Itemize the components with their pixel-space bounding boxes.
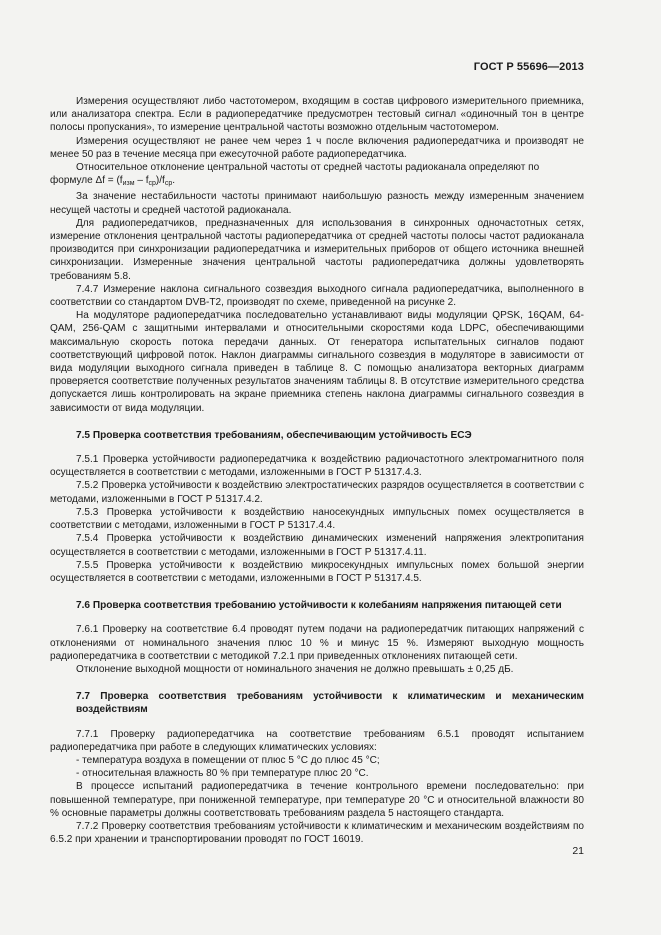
formula-mid2: )/f [155,175,165,187]
formula-sub-sr2: ср [164,180,173,188]
paragraph: Измерения осуществляют либо частотомером, входящим в состав цифрового измерительного приемника, или анализатора спектра. Если в радиопередатчике предусмотрен тестовый сигнал «одиночный тон в центре полосы пропускания», то измерение центральной частоты возможно отдельным частотомером. [50,96,584,134]
list-item: - относительная влажность 80 % при температуре плюс 20 °С. [76,768,369,780]
formula-line [50,174,584,190]
list-item: - температура воздуха в помещении от плюс 5 °С до плюс 45 °С; [76,754,380,766]
section-heading-7-5: 7.5 Проверка соответствия требованиям, обеспечивающим устойчивость ЕСЭ [76,429,472,441]
section-heading-7-6: 7.6 Проверка соответствия требованию устойчивости к колебаниям напряжения питающей сети [76,600,562,612]
paragraph: 7.5.2 Проверка устойчивости к воздействию электростатических разрядов осуществляется в соответствии с методами, изложенными в ГОСТ Р 51317.4.2. [50,480,584,505]
formula-sub-izm: изм [122,180,135,188]
paragraph: 7.5.3 Проверка устойчивости к воздействию наносекундных импульсных помех осуществляется в соответствии с методами, изложенными в ГОСТ Р 51317.4.4. [50,506,584,532]
paragraph: Относительное отклонение центральной частоты от средней частоты радиоканала определяют по [76,162,540,174]
paragraph: 7.5.1 Проверка устойчивости радиопередатчика к воздействию радиочастотного электромагнитного поля осуществляется в соответствии с методами, изложенными в ГОСТ Р 51317.4.3. [50,454,584,479]
paragraph: 7.5.5 Проверка устойчивости к воздействию микросекундных импульсных помех большой энергии осуществляется в соответствии с методами, изложенными в ГОСТ Р 51317.4.5. [50,559,584,584]
paragraph: 7.6.1 Проверку на соответствие 6.4 проводят путем подачи на радиопередатчик питающих напряжений с отклонениями от номинального значения плюс 10 % и минус 15 %. Измеряют выходную мощность радиопередатчика в соответствии с методикой 7.2.1 при приведенных отклонениях питающей сети. [50,624,584,662]
formula-suffix: . [172,175,176,187]
formula-sub-sr: ср [148,180,156,188]
paragraph: На модуляторе радиопередатчика последовательно устанавливают виды модуляции QPSK, 16QAM, 64-QAM, 256-QAM с защитными интервалами и относительными скоростями кода LDPC, обеспечивающими максимальную скорость потока передачи данных. От генератора испытательных сигналов подают соответствующий цифровой поток. Наклон диаграммы сигнального созвездия в модуляторе в зависимости от вида модуляции выходного сигнала приведен в таблице 8. С помощью анализатора векторных диаграмм проверяется соответствие полученных результатов значениям таблицы 8. В отсутствие измерительного средства допускается лишь контролировать на экране приемника степень наклона диаграммы сигнального созвездия в зависимости от вида модуляции. [50,310,584,414]
paragraph: За значение нестабильности частоты принимают наибольшую разность между измеренным значением несущей частоты и средней частотой радиоканала. [50,191,584,216]
paragraph: 7.7.2 Проверку соответствия требованиям устойчивости к климатическим и механическим воздействиям по 6.5.2 при хранении и транспортировании проводят по ГОСТ 16019. [50,820,584,846]
paragraph: Для радиопередатчиков, предназначенных для использования в синхронных одночастотных сетях, измерение отклонения центральной частоты радиопередатчика от средней частоты полосы частот радиоканала производится при синхронизации радиопередатчика и измерительных приборов от общего источника внешней синхронизации. Измеренные значения центральной частоты радиопередатчика должны удовлетворять требованиям 5.8. [50,217,584,282]
paragraph: 7.7.1 Проверку радиопередатчика на соответствие требованиям 6.5.1 проводят испытанием радиопередатчика при работе в следующих климатических условиях: [50,728,584,753]
paragraph: В процессе испытаний радиопередатчика в течение контрольного времени последовательно: при повышенной температуре, при пониженной температуре, при температуре 20 °С и относительной влажности 80 % основные параметры должны соответствовать требованиям раздела 5 настоящего стандарта. [50,781,584,819]
page-number: 21 [572,845,584,857]
standard-header: ГОСТ Р 55696—2013 [473,61,584,73]
paragraph: 7.5.4 Проверка устойчивости к воздействию динамических изменений напряжения электропитания осуществляется в соответствии с методами, изложенными в ГОСТ Р 51317.4.11. [50,533,584,558]
section-heading-7-7: 7.7 Проверка соответствия требованиям устойчивости к климатическим и механическим воздействиям [76,691,584,716]
document-body [50,95,584,846]
formula-prefix: формуле Δf = (f [50,175,123,187]
formula-mid: – f [134,175,149,187]
paragraph: Отклонение выходной мощности от номинального значения не должно превышать ± 0,25 дБ. [76,663,514,675]
paragraph: 7.4.7 Измерение наклона сигнального созвездия выходного сигнала радиопередатчика, выполненного в соответствии со стандартом DVB-T2, производят по схеме, приведенной на рисунке 2. [50,283,584,309]
paragraph: Измерения осуществляют не ранее чем через 1 ч после включения радиопередатчика и производят не менее 50 раз в течение месяца при ежесуточной работе радиопередатчика. [50,135,584,160]
